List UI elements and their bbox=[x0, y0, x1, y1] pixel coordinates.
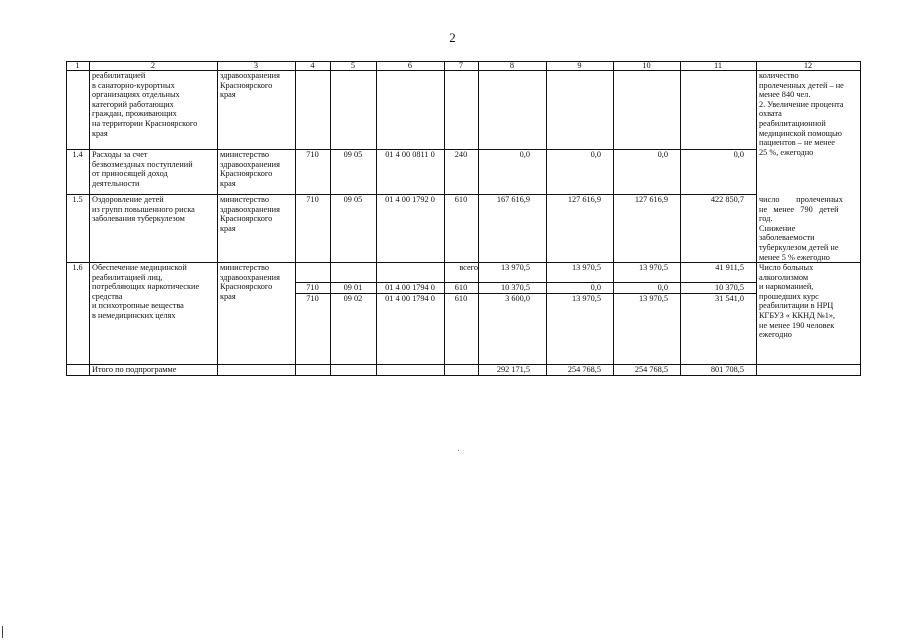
column-header-1: 1 bbox=[75, 61, 80, 70]
column-header-12: 12 bbox=[803, 61, 813, 70]
row-name-line: реабилитацией лиц, bbox=[92, 272, 163, 282]
expense-type-code: всего bbox=[459, 263, 478, 272]
column-header-5: 5 bbox=[350, 61, 356, 70]
target-article-code: 01 4 00 1792 0 bbox=[385, 195, 435, 204]
row-name-line: на территории Красноярского bbox=[92, 119, 198, 128]
expected-result-line: 25 %, ежегодно bbox=[759, 147, 814, 157]
column-header-7: 7 bbox=[458, 61, 464, 70]
expected-result-line: и наркоманией, bbox=[759, 282, 814, 292]
expected-result-line: 2. Увеличение процента bbox=[759, 99, 844, 109]
row-number: 1.6 bbox=[72, 263, 83, 272]
row-agency-line: здравоохранения bbox=[220, 272, 280, 282]
year-3-amount: 0,0 bbox=[657, 283, 668, 292]
column-rule bbox=[546, 61, 547, 376]
total-year-1: 292 171,5 bbox=[496, 365, 530, 374]
year-3-amount: 13 970,5 bbox=[638, 263, 668, 272]
total-amount: 422 850,7 bbox=[710, 195, 744, 204]
row-agency-line: Красноярского bbox=[220, 80, 273, 90]
expected-result-line: заболеваемости bbox=[759, 233, 815, 243]
target-article-code: 01 4 00 0811 0 bbox=[385, 150, 435, 159]
total-year-3: 254 768,5 bbox=[634, 365, 668, 374]
expected-result-line: Снижение bbox=[759, 223, 796, 233]
column-rule bbox=[295, 61, 296, 376]
row-name-line: из групп повышенного риска bbox=[92, 204, 195, 214]
total-amount: 31 541,0 bbox=[714, 294, 744, 303]
page-number: 2 bbox=[449, 30, 456, 45]
row-name-line: организациях отдельных bbox=[92, 90, 180, 100]
row-agency-line: края bbox=[220, 291, 236, 301]
row-name-line: реабилитацией bbox=[92, 71, 146, 80]
year-1-amount: 0,0 bbox=[519, 150, 530, 159]
row-agency-line: края bbox=[220, 178, 236, 188]
expected-result-line: медицинской помощью bbox=[759, 128, 842, 138]
expected-result-line: менее 5 % ежегодно bbox=[759, 252, 830, 262]
year-1-amount: 167 616,9 bbox=[496, 195, 530, 204]
row-agency-line: здравоохранения bbox=[220, 159, 280, 169]
column-rule bbox=[613, 61, 614, 376]
row-name-line: средства bbox=[92, 291, 123, 301]
year-3-amount: 13 970,5 bbox=[638, 294, 668, 303]
expected-result-line: пролеченных детей – не bbox=[759, 80, 844, 90]
row-agency-line: министерство bbox=[220, 195, 270, 204]
row-agency-line: Красноярского bbox=[220, 214, 273, 224]
grbs-code: 710 bbox=[306, 294, 319, 303]
row-agency-line: Красноярского bbox=[220, 169, 273, 179]
total-year-2: 254 768,5 bbox=[567, 365, 601, 374]
grbs-code: 710 bbox=[306, 283, 319, 292]
row-name-line: Оздоровление детей bbox=[92, 195, 164, 204]
column-rule bbox=[330, 61, 331, 376]
row-agency-line: Красноярского bbox=[220, 282, 273, 292]
expense-type-code: 610 bbox=[454, 283, 468, 292]
row-name-line: края bbox=[92, 128, 108, 138]
table-border-side bbox=[66, 61, 67, 376]
year-3-amount: 0,0 bbox=[657, 150, 668, 159]
grbs-code: 710 bbox=[306, 150, 319, 159]
column-header-3: 3 bbox=[253, 61, 259, 70]
expected-result-line: число пролеченных bbox=[759, 195, 843, 204]
grbs-code: 710 bbox=[306, 195, 319, 204]
section-code: 09 01 bbox=[343, 283, 363, 292]
column-header-8: 8 bbox=[509, 61, 515, 70]
column-header-9: 9 bbox=[577, 61, 582, 70]
column-rule bbox=[478, 61, 479, 376]
column-rule bbox=[444, 61, 445, 376]
row-agency-line: края bbox=[220, 90, 236, 100]
year-2-amount: 0,0 bbox=[590, 150, 601, 159]
target-article-code: 01 4 00 1794 0 bbox=[385, 283, 435, 292]
row-agency-line: министерство bbox=[220, 263, 270, 272]
row-name-line: от приносящей доход bbox=[92, 169, 168, 179]
expected-result-line: количество bbox=[759, 71, 799, 80]
target-article-code: 01 4 00 1794 0 bbox=[385, 294, 435, 303]
row-agency-line: края bbox=[220, 223, 236, 233]
year-2-amount: 13 970,5 bbox=[571, 294, 601, 303]
table-border-side bbox=[860, 61, 861, 376]
row-name-line: в немедицинских целях bbox=[92, 311, 176, 320]
row-agency-line: здравоохранения bbox=[220, 204, 280, 214]
section-code: 09 05 bbox=[343, 150, 363, 159]
expected-result-line: туберкулезом детей не bbox=[759, 243, 839, 252]
row-agency-line: здравоохранения bbox=[220, 71, 280, 80]
total-amount: 0,0 bbox=[733, 150, 744, 159]
column-header-10: 10 bbox=[642, 61, 651, 70]
expense-type-code: 610 bbox=[454, 195, 468, 204]
row-name-line: и психотропные вещества bbox=[92, 301, 184, 311]
expected-result-line: реабилитации в НРЦ bbox=[759, 301, 834, 311]
program-table bbox=[66, 61, 860, 375]
scan-speck bbox=[458, 450, 459, 451]
column-header-6: 6 bbox=[407, 61, 413, 70]
expected-result-line: охвата bbox=[759, 109, 782, 119]
row-number: 1.4 bbox=[72, 150, 83, 159]
table-border-bottom bbox=[66, 375, 861, 376]
expense-type-code: 610 bbox=[454, 294, 468, 303]
column-rule bbox=[217, 61, 218, 376]
row-name-line: Расходы за счет bbox=[92, 150, 148, 159]
section-code: 09 05 bbox=[343, 195, 363, 204]
total-grand: 801 708,5 bbox=[710, 365, 744, 374]
expected-result-line: пациентов – не менее bbox=[759, 138, 835, 148]
expected-result-line: менее 840 чел. bbox=[759, 90, 811, 100]
total-amount: 41 911,5 bbox=[715, 263, 744, 272]
expected-result-line: КГБУЗ « ККНД №1», bbox=[759, 311, 836, 320]
row-number: 1.5 bbox=[72, 195, 83, 204]
year-2-amount: 0,0 bbox=[590, 283, 601, 292]
total-amount: 10 370,5 bbox=[714, 283, 744, 292]
row-name-line: категорий работающих bbox=[92, 99, 174, 109]
column-rule bbox=[376, 61, 377, 376]
row-name-line: в санаторно-курортных bbox=[92, 80, 175, 90]
row-name-line: потребляющих наркотические bbox=[92, 282, 200, 292]
scan-margin-mark bbox=[2, 626, 3, 638]
row-name-line: граждан, проживающих bbox=[92, 109, 177, 119]
column-rule bbox=[756, 61, 757, 376]
expected-result-line: реабилитационной bbox=[759, 119, 826, 128]
total-row-label: Итого по подпрограмме bbox=[92, 365, 177, 374]
column-header-2: 2 bbox=[150, 61, 156, 70]
year-1-amount: 13 970,5 bbox=[500, 263, 530, 272]
section-code: 09 02 bbox=[343, 294, 363, 303]
year-2-amount: 127 616,9 bbox=[567, 195, 601, 204]
expected-result-line: алкоголизмом bbox=[759, 272, 809, 282]
column-header-11: 11 bbox=[714, 61, 722, 70]
expected-result-line: не менее 790 детей bbox=[759, 204, 839, 214]
expected-result-line: Число больных bbox=[759, 263, 814, 272]
column-rule bbox=[89, 61, 90, 376]
year-1-amount: 10 370,5 bbox=[500, 283, 530, 292]
year-2-amount: 13 970,5 bbox=[571, 263, 601, 272]
expense-type-code: 240 bbox=[454, 150, 468, 159]
row-name-line: Обеспечение медицинской bbox=[92, 263, 187, 272]
expected-result-line: прошедших курс bbox=[759, 291, 819, 301]
year-3-amount: 127 616,9 bbox=[634, 195, 668, 204]
expected-result-line: год. bbox=[759, 214, 773, 224]
expected-result-line: ежегодно bbox=[759, 330, 792, 340]
row-name-line: безвозмездных поступлений bbox=[92, 159, 193, 169]
row-name-line: заболевания туберкулезом bbox=[92, 214, 185, 224]
row-name-line: деятельности bbox=[92, 178, 140, 188]
column-rule bbox=[680, 61, 681, 376]
row-agency-line: министерство bbox=[220, 150, 270, 159]
expected-result-line: не менее 190 человек bbox=[759, 320, 835, 330]
year-1-amount: 3 600,0 bbox=[505, 294, 530, 303]
column-header-4: 4 bbox=[310, 61, 315, 70]
